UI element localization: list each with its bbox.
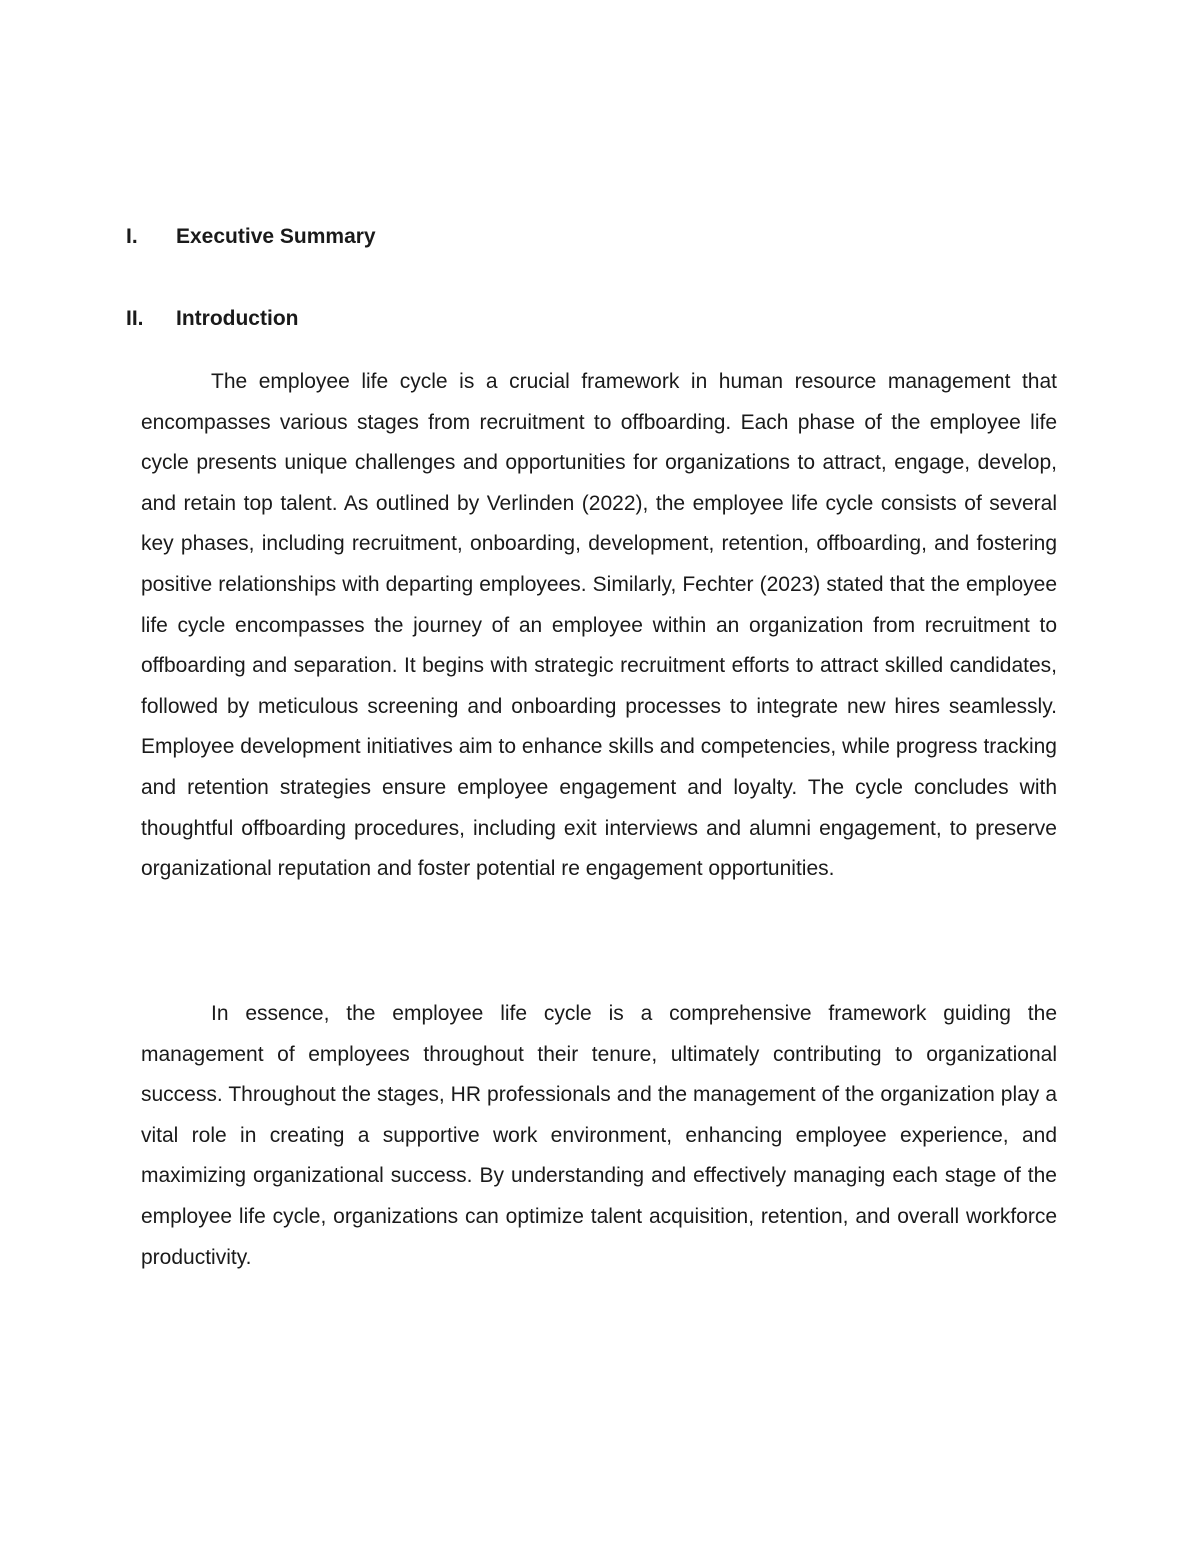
section-number: II. [126, 307, 144, 330]
section-heading-introduction [126, 305, 298, 333]
paragraph-text: In essence, the employee life cycle is a comprehensive framework guiding the management of employees throughout their tenure, ultimately contributing to organizational success. Throughout the stages, HR professionals and the management of the organization play a vital role in creating a supportive work environment, enhancing employee experience, and maximizing organizational success. By understanding and effectively managing each stage of the employee life cycle, organizations can optimize talent acquisition, retention, and overall workforce productivity. [141, 1002, 1057, 1269]
introduction-paragraph-2 [141, 994, 1057, 1278]
section-heading-executive-summary [126, 223, 376, 251]
section-title: Executive Summary [176, 225, 376, 248]
section-number: I. [126, 225, 138, 248]
introduction-paragraph-1 [141, 362, 1057, 890]
section-title: Introduction [176, 307, 299, 330]
paragraph-text: The employee life cycle is a crucial framework in human resource management that encompasses various stages from recruitment to offboarding. Each phase of the employee life cycle presents unique challenges and opportunities for organizations to attract, engage, develop, and retain top talent. As outlined by Verlinden (2022), the employee life cycle consists of several key phases, including recruitment, onboarding, development, retention, offboarding, and fostering positive relationships with departing employees. Similarly, Fechter (2023) stated that the employee life cycle encompasses the journey of an employee within an organization from recruitment to offboarding and separation. It begins with strategic recruitment efforts to attract skilled candidates, followed by meticulous screening and onboarding processes to integrate new hires seamlessly. Employee development initiatives aim to enhance skills and competencies, while progress tracking and retention strategies ensure employee engagement and loyalty. The cycle concludes with thoughtful offboarding procedures, including exit interviews and alumni engagement, to preserve organizational reputation and foster potential re engagement opportunities. [141, 370, 1057, 881]
